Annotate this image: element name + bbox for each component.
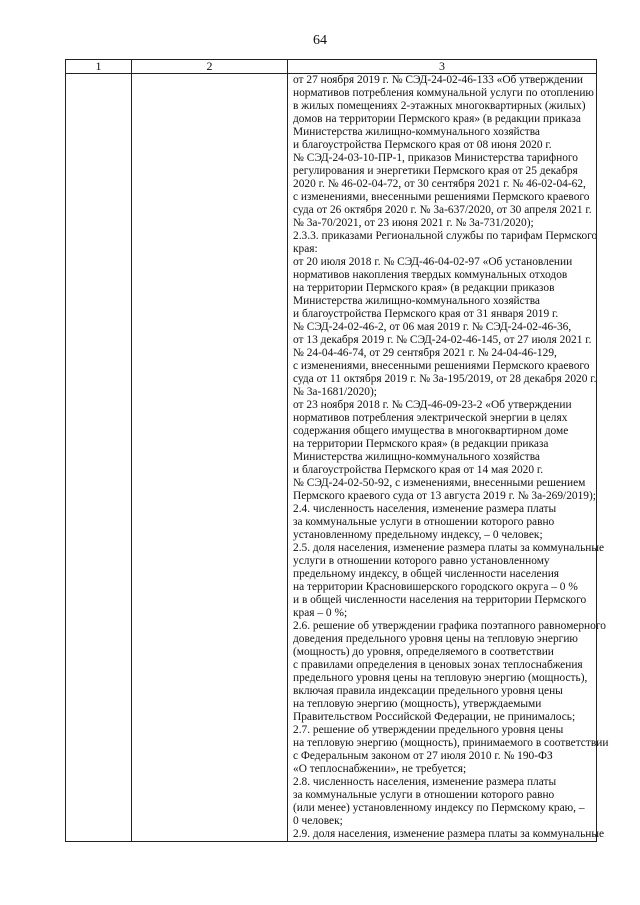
page-number: 64 <box>313 33 327 48</box>
text-line: содержания общего имущества в многоквартирном доме <box>293 425 569 437</box>
text-line: с правилами определения в ценовых зонах теплоснабжения <box>293 659 583 671</box>
text-line: (мощность) до уровня, определяемого в соответствии <box>293 646 554 658</box>
text-line: № 3а-70/2021, от 23 июня 2021 г. № 3а-731/2020); <box>293 217 534 229</box>
text-line: 2.3.3. приказами Региональной службы по тарифам Пермского <box>293 230 598 242</box>
text-line: и в общей численности населения на территории Пермского <box>293 594 587 606</box>
table-header-row <box>66 60 597 74</box>
table-row <box>66 74 597 842</box>
text-line: нормативов потребления коммунальной услуги по отоплению <box>293 87 594 99</box>
text-line: регулирования и энергетики Пермского края от 25 декабря <box>293 165 578 177</box>
text-line: и благоустройства Пермского края от 14 мая 2020 г. <box>293 464 544 476</box>
text-line: 2.7. решение об утверждении предельного уровня цены <box>293 724 564 736</box>
text-line: от 27 ноября 2019 г. № СЭД-24-02-46-133 «Об утверждении <box>293 74 583 86</box>
text-line: Министерства жилищно-коммунального хозяйства <box>293 295 540 307</box>
text-line: и благоустройства Пермского края от 08 июня 2020 г. <box>293 139 552 151</box>
text-line: предельного уровня цены на тепловую энергию (мощность), <box>293 672 588 684</box>
text-line: края – 0 %; <box>293 607 348 619</box>
text-line: включая правила индексации предельного уровня цены <box>293 685 563 697</box>
text-line: Правительством Российской Федерации, не принималось; <box>293 711 576 723</box>
cell-col-3 <box>288 74 609 842</box>
text-line: № 3а-1681/2020); <box>293 386 377 398</box>
text-line: на территории Пермского края» (в редакции приказа <box>293 438 549 450</box>
text-line: на территории Красновишерского городского округа – 0 % <box>293 581 578 593</box>
text-line: с изменениями, внесенными решениями Пермского краевого <box>293 191 590 203</box>
text-line: 2.8. численность населения, изменение размера платы <box>293 776 557 788</box>
text-line: Министерства жилищно-коммунального хозяйства <box>293 126 540 138</box>
text-line: домов на территории Пермского края» (в редакции приказа <box>293 113 581 125</box>
text-line: на территории Пермского края» (в редакции приказов <box>293 282 555 294</box>
text-line: за коммунальные услуги в отношении которого равно <box>293 516 555 528</box>
text-line: на тепловую энергию (мощность), утверждаемыми <box>293 698 542 710</box>
text-line: края: <box>293 243 318 255</box>
text-line: за коммунальные услуги в отношении которого равно <box>293 789 555 801</box>
text-line: нормативов потребления электрической энергии в целях <box>293 412 568 424</box>
text-line: № СЭД-24-02-46-2, от 06 мая 2019 г. № СЭД-24-02-46-36, <box>293 321 572 333</box>
text-line: в жилых помещениях 2-этажных многоквартирных (жилых) <box>293 100 586 112</box>
text-line: № СЭД-24-03-10-ПР-1, приказов Министерства тарифного <box>293 152 578 164</box>
cell-col-2 <box>132 74 288 842</box>
column-header-2: 2 <box>132 60 288 74</box>
text-line: 2.4. численность населения, изменение размера платы <box>293 503 557 515</box>
text-line: с изменениями, внесенными решениями Пермского краевого <box>293 360 590 372</box>
document-table <box>65 59 609 842</box>
text-line: (или менее) установленному индексу по Пермскому краю, – <box>293 802 585 814</box>
text-line: доведения предельного уровня цены на тепловую энергию <box>293 633 578 645</box>
text-line: № СЭД-24-02-50-92, с изменениями, внесенными решением <box>293 477 586 489</box>
text-line: на тепловую энергию (мощность), принимаемого в соответствии <box>293 737 609 749</box>
text-line: от 20 июля 2018 г. № СЭД-46-04-02-97 «Об установлении <box>293 256 573 268</box>
text-line: № 24-04-46-74, от 29 сентября 2021 г. № 24-04-46-129, <box>293 347 557 359</box>
text-line: 2.9. доля населения, изменение размера платы за коммунальные <box>293 828 605 840</box>
cell-col-1 <box>66 74 132 842</box>
text-line: суда от 26 октября 2020 г. № 3а-637/2020, от 30 апреля 2021 г. <box>293 204 592 216</box>
column-header-3: 3 <box>288 60 597 74</box>
text-line: 2.6. решение об утверждении графика поэтапного равномерного <box>293 620 606 632</box>
text-line: от 13 декабря 2019 г. № СЭД-24-02-46-145, от 27 июля 2021 г. <box>293 334 592 346</box>
text-line: нормативов накопления твердых коммунальных отходов <box>293 269 568 281</box>
text-line: Министерства жилищно-коммунального хозяйства <box>293 451 540 463</box>
text-line: 2.5. доля населения, изменение размера платы за коммунальные <box>293 542 605 554</box>
text-line: от 23 ноября 2018 г. № СЭД-46-09-23-2 «Об утверждении <box>293 399 572 411</box>
text-line: суда от 11 октября 2019 г. № 3а-195/2019, от 28 декабря 2020 г. <box>293 373 597 385</box>
text-line: установленному предельному индексу, – 0 человек; <box>293 529 543 541</box>
text-line: 2020 г. № 46-02-04-72, от 30 сентября 2021 г. № 46-02-04-62, <box>293 178 586 190</box>
text-line: и благоустройства Пермского края от 31 января 2019 г. <box>293 308 559 320</box>
text-line: услуги в отношении которого равно установленному <box>293 555 550 567</box>
text-line: «О теплоснабжении», не требуется; <box>293 763 467 775</box>
text-line: 0 человек; <box>293 815 343 827</box>
text-line: Пермского краевого суда от 13 августа 2019 г. № 3а-269/2019); <box>293 490 596 502</box>
text-line: предельному индексу, в общей численности населения <box>293 568 560 580</box>
text-line: с Федеральным законом от 27 июля 2010 г. № 190-ФЗ <box>293 750 553 762</box>
column-header-1: 1 <box>66 60 132 74</box>
